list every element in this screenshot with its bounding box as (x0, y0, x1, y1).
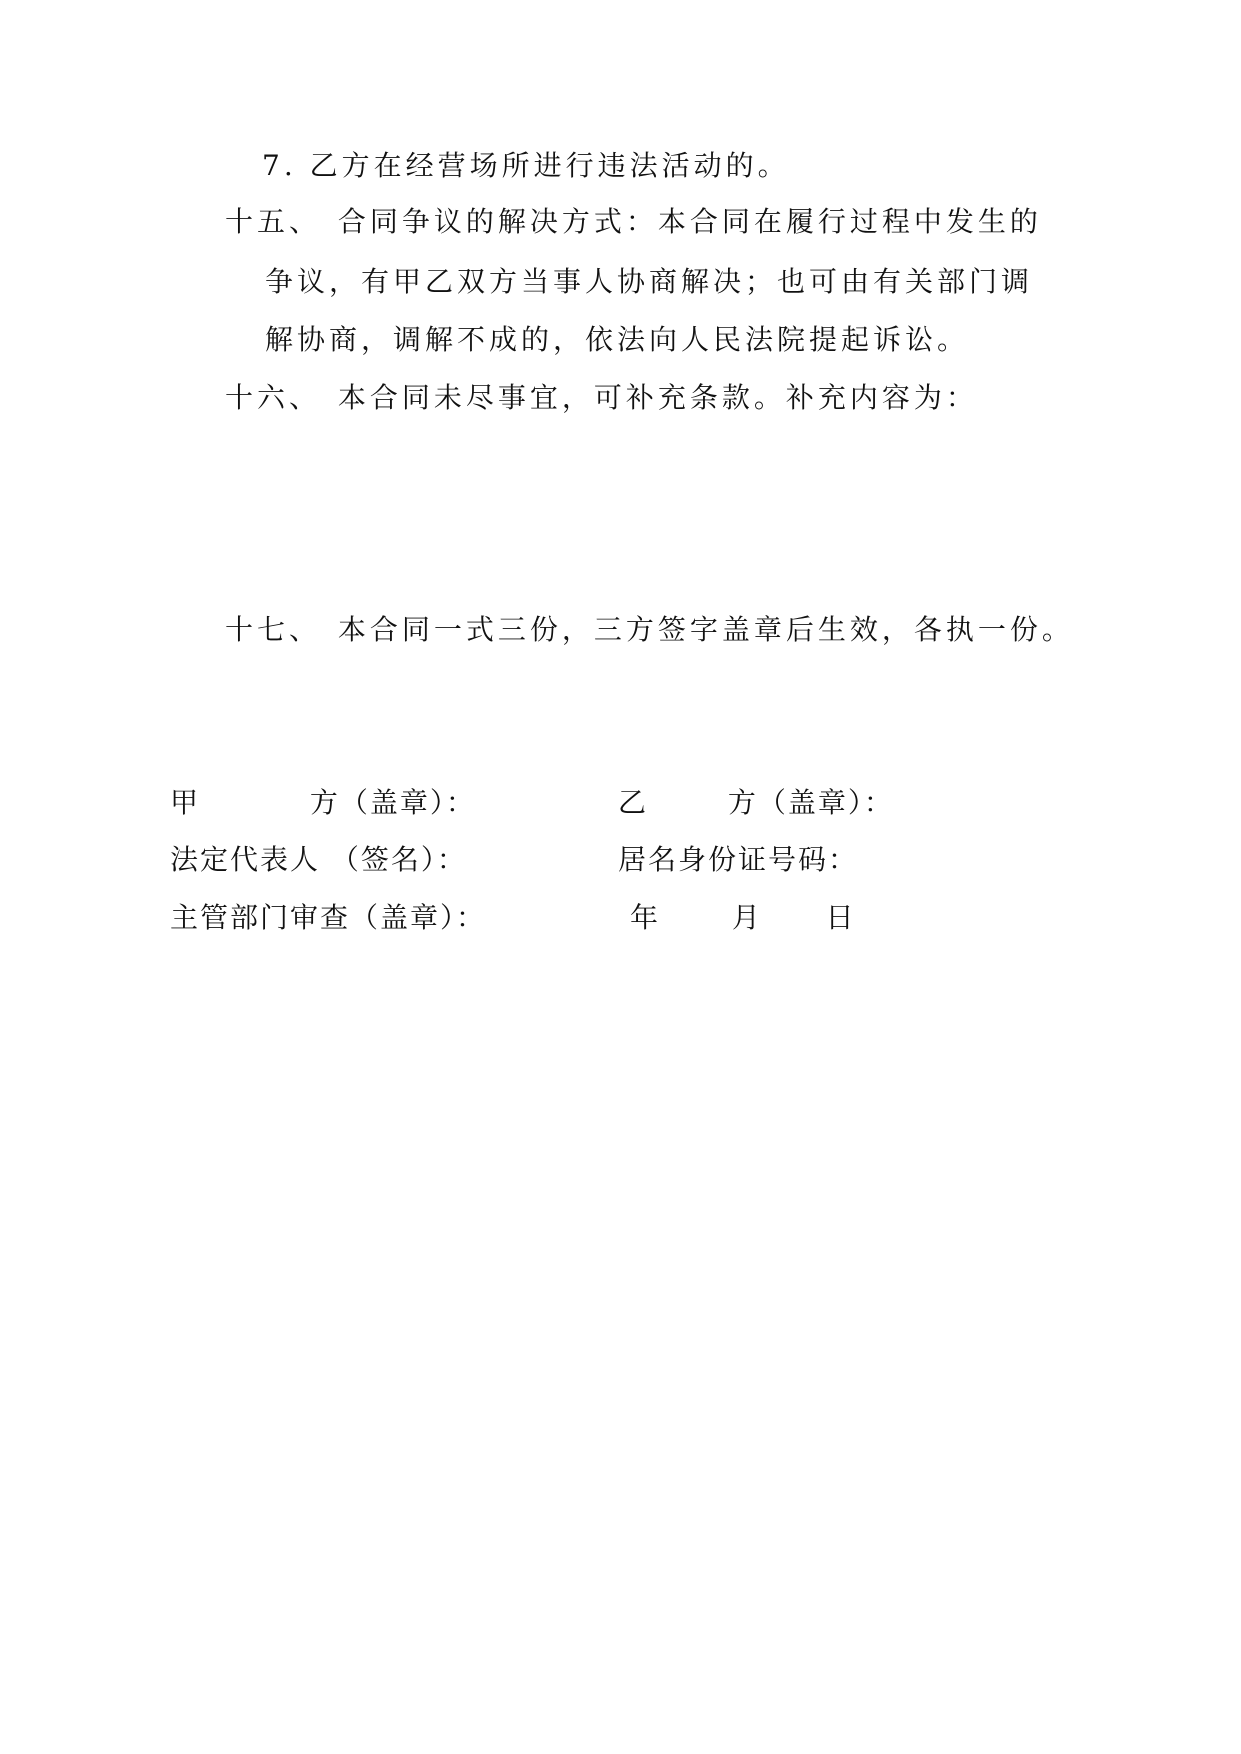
clause-17-text: 本合同一式三份，三方签字盖章后生效，各执一份。 (337, 613, 1074, 646)
authority-review-seal: 主管部门审查（盖章）： (170, 901, 487, 934)
clause-16 (225, 378, 978, 418)
date-month: 月 (731, 901, 762, 934)
date-year: 年 (630, 901, 661, 934)
clause-15-line-3: 解协商，调解不成的，依法向人民法院提起诉讼。 (265, 323, 970, 356)
clause-17-number: 十七、 (225, 613, 322, 646)
id-number-field: 居名身份证号码： (618, 843, 859, 876)
legal-representative-signature: 法定代表人 （签名）： (170, 843, 467, 876)
clause-item-7: 7. 乙方在经营场所进行违法活动的。 (262, 149, 790, 182)
party-b-label: 乙 (618, 786, 649, 819)
clause-15-number: 十五、 (225, 205, 322, 238)
party-a-seal-label: 方（盖章）： (309, 786, 476, 819)
clause-15-text-1: 合同争议的解决方式：本合同在履行过程中发生的 (337, 205, 1042, 238)
clause-16-text: 本合同未尽事宜，可补充条款。补充内容为： (337, 381, 978, 414)
date-day: 日 (825, 901, 856, 934)
clause-15-line-2: 争议，有甲乙双方当事人协商解决；也可由有关部门调 (265, 265, 1034, 298)
date-field (630, 898, 856, 938)
clause-17 (225, 610, 1074, 650)
party-a-seal (170, 783, 476, 823)
clause-15-line-1 (225, 202, 1042, 242)
party-b-seal-label: 方（盖章）： (727, 786, 894, 819)
party-b-seal (618, 783, 894, 823)
party-a-label: 甲 (170, 786, 201, 819)
clause-16-number: 十六、 (225, 381, 322, 414)
